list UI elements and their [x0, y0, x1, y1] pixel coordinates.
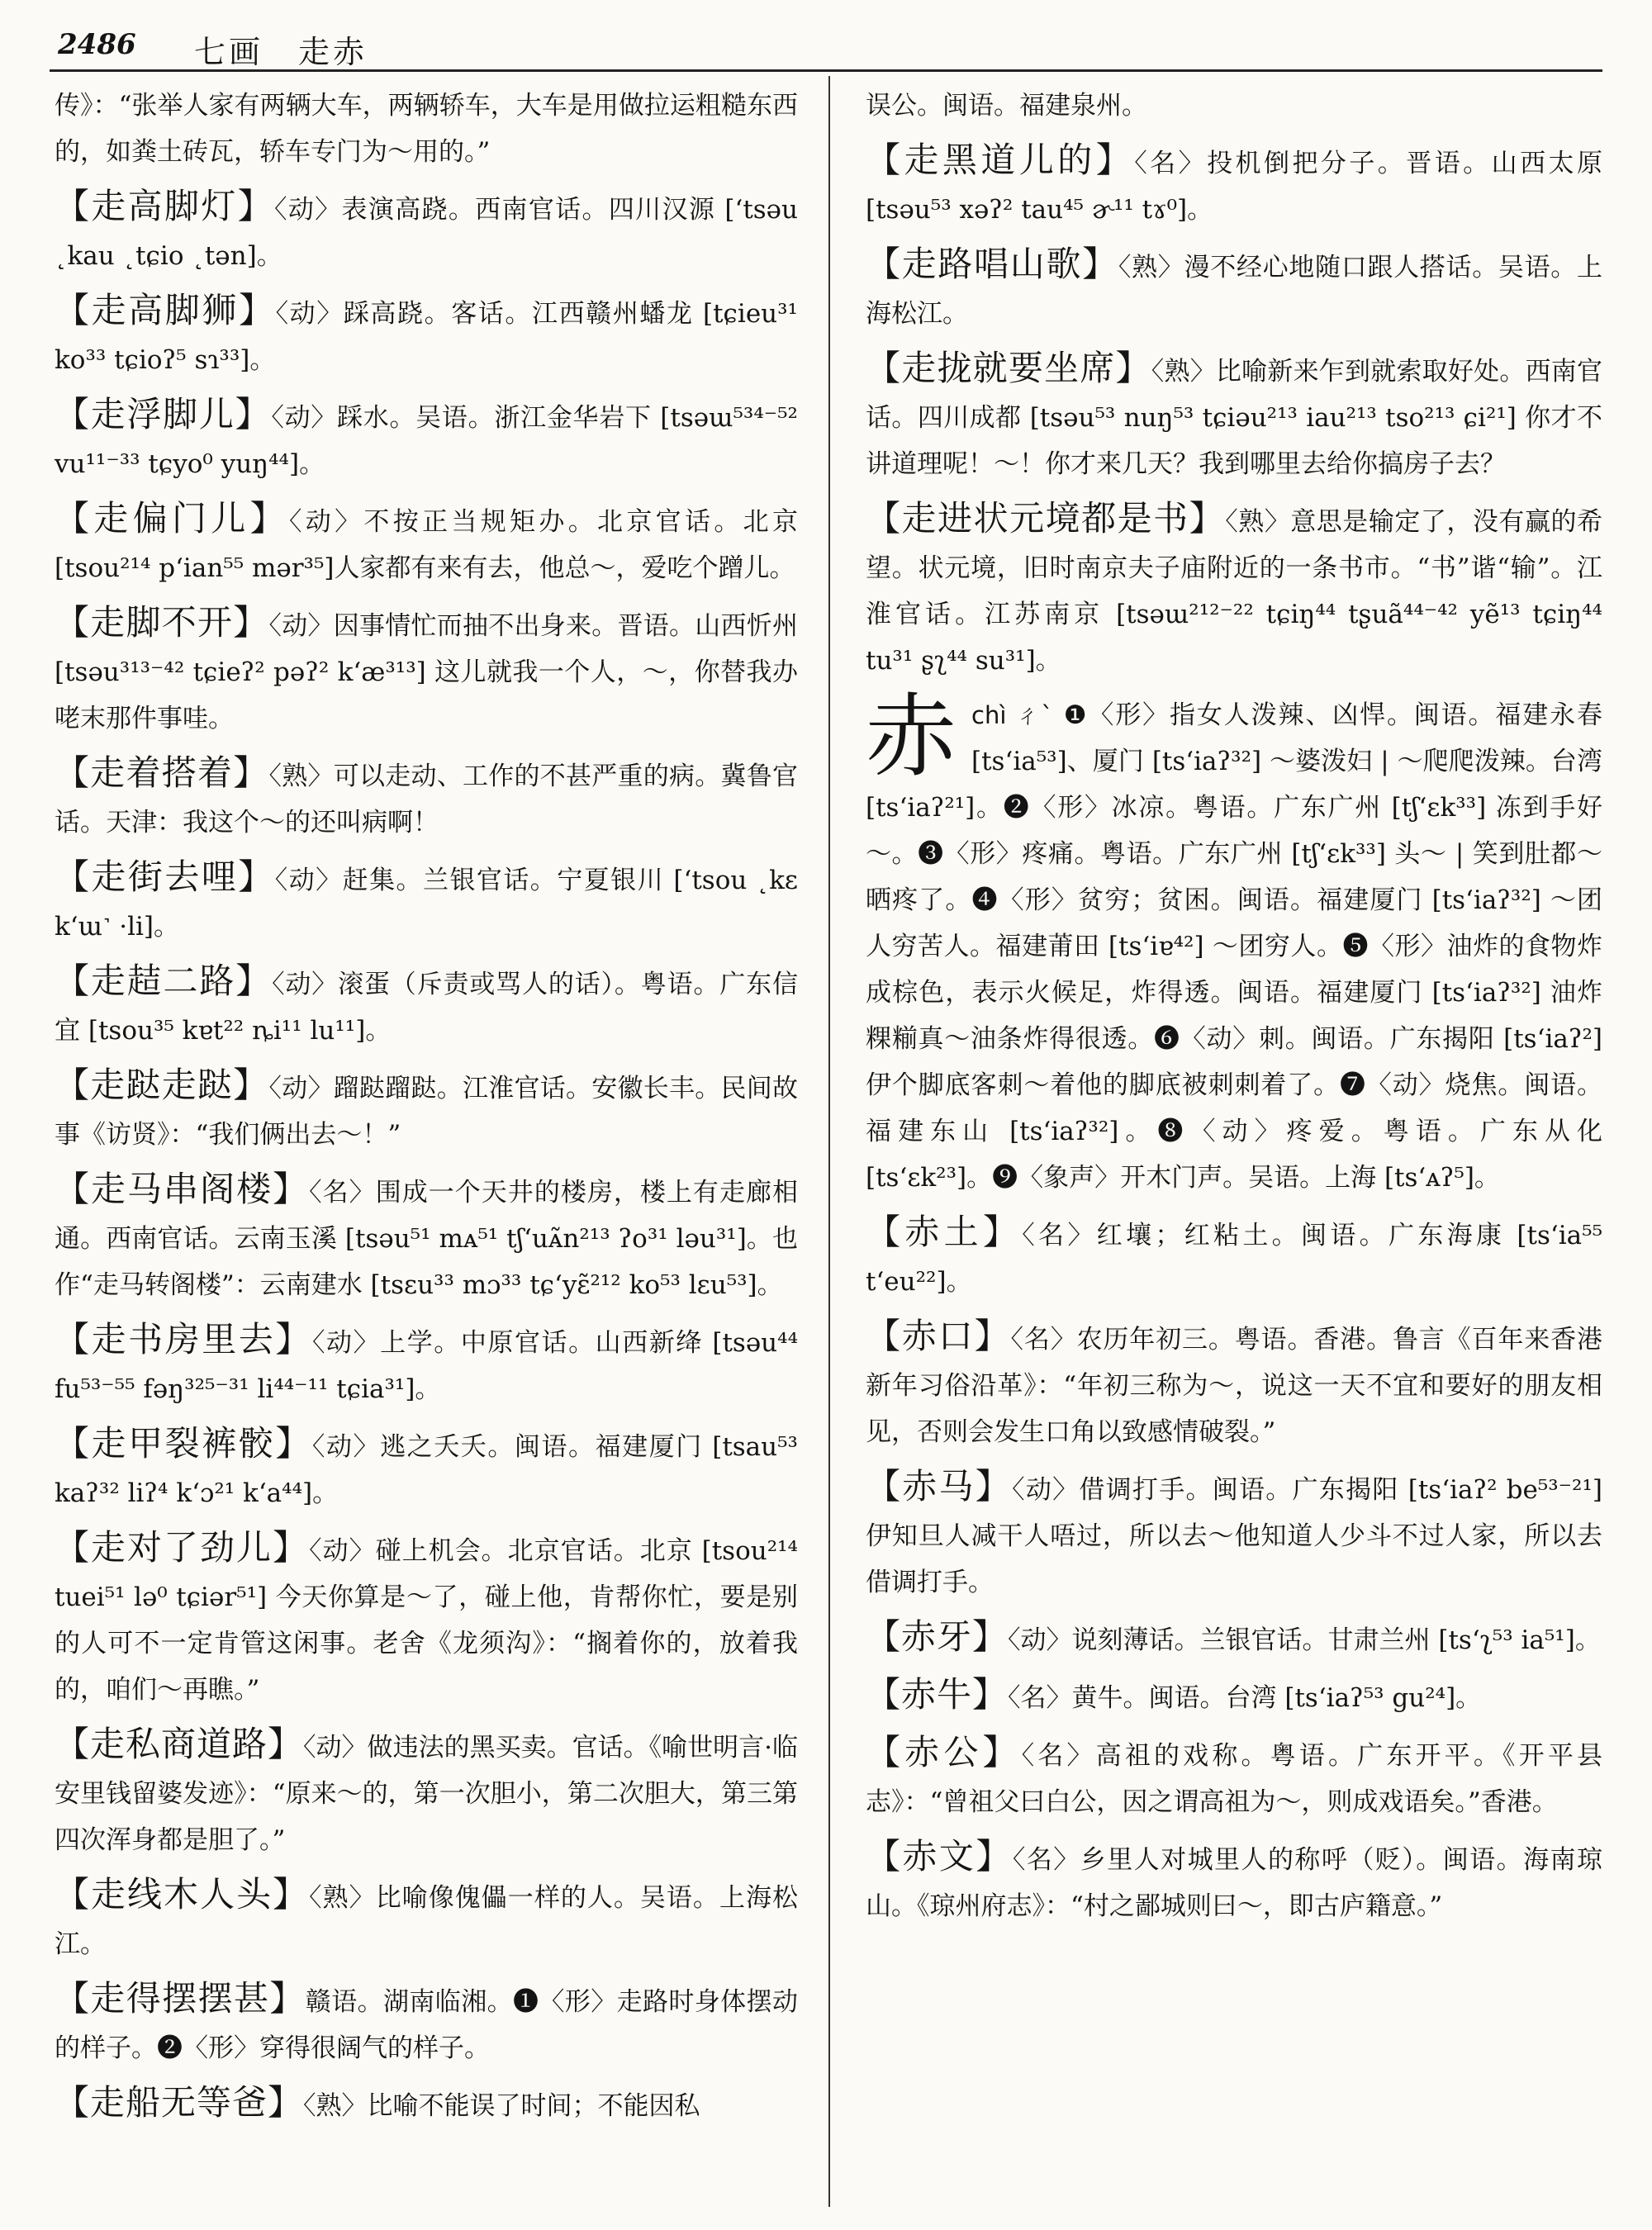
entry-text: 误公。闽语。福建泉州。 — [866, 91, 1147, 121]
dictionary-entry — [55, 1317, 798, 1412]
right-column — [866, 83, 1602, 2222]
dictionary-entry — [55, 391, 798, 487]
entry-continuation — [866, 83, 1602, 129]
headword: 【走着搭着】 — [55, 752, 269, 793]
headword: 【赤口】 — [866, 1316, 1011, 1356]
header-rule — [50, 69, 1602, 72]
entry-text: 〈动〉说刻薄话。兰银官话。甘肃兰州 [tsʻʅ⁵³ ia⁵¹]。 — [1008, 1625, 1601, 1655]
headword: 【走街去哩】 — [55, 856, 275, 897]
dictionary-entry — [866, 1672, 1602, 1721]
section-title: 七画 走赤 — [194, 34, 368, 70]
headword: 【走私商道路】 — [55, 1724, 304, 1764]
headword: 【赤文】 — [866, 1836, 1013, 1877]
dictionary-entry — [866, 1614, 1602, 1663]
entry-text: 〈动〉滚蛋（斥责或骂人的话）。粤语。广东信宜 [tsou³⁵ kɐt²² ȵi¹¹ lu¹¹]。 — [55, 970, 798, 1046]
dictionary-entry — [866, 345, 1602, 487]
entry-text: 〈名〉黄牛。闽语。台湾 [tsʻiaʔ⁵³ gu²⁴]。 — [1008, 1683, 1482, 1713]
entry-text: 〈名〉农历年初三。粤语。香港。鲁言《百年来香港新年习俗沿革》：“年初三称为～，说这一天不宜和要好的朋友相见，否则会发生口角以致感情破裂。” — [866, 1325, 1602, 1447]
entry-text: 〈名〉乡里人对城里人的称呼（贬）。闽语。海南琼山。《琼州府志》：“村之鄙城则曰～，即古庐籍意。” — [866, 1845, 1602, 1921]
headword: 【走对了劲儿】 — [55, 1527, 310, 1568]
dictionary-entry — [866, 1209, 1602, 1305]
dictionary-entry — [55, 183, 798, 279]
entry-text: 〈名〉投机倒把分子。晋语。山西太原 [tsəu⁵³ xəʔ² tau⁴⁵ ɚ¹¹ tɤ⁰]。 — [866, 149, 1602, 225]
pinyin: chì ㄔˋ — [971, 701, 1064, 729]
dictionary-entry — [866, 1729, 1602, 1825]
headword: 【走高脚灯】 — [55, 186, 275, 226]
entry-text: ❶〈形〉指女人泼辣、凶悍。闽语。福建永春 [tsʻia⁵³]、厦门 [tsʻiaʔ³²] ～婆泼妇 | ～爬爬泼辣。台湾 [tsʻiaʔ²¹]。❷〈形〉冰凉。粤语。广东广州 [tʃʻɛk³³] 冻到手好～。❸〈形〉疼痛。粤语。广东广州 [tʃʻɛk³³] 头～ | 笑到肚都～晒疼了。❹〈形〉贫穷；贫困。闽语。福建厦门 [tsʻiaʔ³²] ～团人穷苦人。福建莆田 [tsʻiɐ⁴²] ～团穷人。❺〈形〉油炸的食物炸成棕色，表示火候足，炸得透。闽语。福建厦门 [tsʻiaʔ³²] 油炸粿糋真～油条炸得很透。❻〈动〉刺。闽语。广东揭阳 [tsʻiaʔ²] 伊个脚底客刺～着他的脚底被刺刺着了。❼〈动〉烧焦。闽语。福建东山 [tsʻiaʔ³²]。❽〈动〉疼爱。粤语。广东从化 [tsʻɛk²³]。❾〈象声〉开木门声。吴语。上海 [tsʻᴀʔ⁵]。 — [866, 700, 1602, 1193]
entry-text: 〈动〉踩水。吴语。浙江金华岩下 [tsəɯ⁵³⁴⁻⁵² vu¹¹⁻³³ tɕyo⁰ yuŋ⁴⁴]。 — [55, 403, 798, 479]
headword: 【走脚不开】 — [55, 602, 269, 643]
dictionary-entry — [55, 1421, 798, 1516]
entry-text: 〈动〉蹓跶蹓跶。江淮官话。安徽长丰。民间故事《访贤》：“我们俩出去～！” — [55, 1074, 798, 1150]
headword: 【走偏门儿】 — [55, 498, 289, 539]
dictionary-entry — [866, 1834, 1602, 1929]
entry-text: 〈动〉因事情忙而抽不出身来。晋语。山西忻州 [tsəu³¹³⁻⁴² tɕieʔ² pəʔ² kʻæ³¹³] 这儿就我一个人，～，你替我办咾末那件事哇。 — [55, 611, 798, 733]
dictionary-entry — [55, 1721, 798, 1863]
headword: 【走马串阁楼】 — [55, 1169, 310, 1209]
entry-text: 〈动〉逃之夭夭。闽语。福建厦门 [tsau⁵³ kaʔ³² liʔ⁴ kʻɔ²¹ kʻa⁴⁴]。 — [55, 1432, 798, 1508]
page-header — [58, 23, 1594, 69]
dictionary-entry — [866, 1313, 1602, 1455]
entry-text: 〈名〉高祖的戏称。粤语。广东开平。《开平县志》：“曾祖父曰白公，因之谓高祖为～，则成戏语矣。”香港。 — [866, 1741, 1602, 1817]
headword: 【赤土】 — [866, 1212, 1023, 1252]
headword: 【赤牛】 — [866, 1674, 1009, 1715]
character-entry — [866, 684, 1602, 1201]
dictionary-entry — [866, 496, 1602, 684]
entry-text: 〈动〉表演高跷。西南官话。四川汉源 [ʻtsəu ˛kau ˛tɕio ˛tən]。 — [55, 195, 798, 271]
entry-text: 赣语。湖南临湘。❶〈形〉走路时身体摆动的样子。❷〈形〉穿得很阔气的样子。 — [55, 1987, 798, 2063]
entry-text: 〈熟〉可以走动、工作的不甚严重的病。冀鲁官话。天津：我这个～的还叫病啊！ — [55, 762, 798, 837]
headword: 【走线木人头】 — [55, 1874, 310, 1914]
entry-text: 〈动〉上学。中原官话。山西新绛 [tsəu⁴⁴ fu⁵³⁻⁵⁵ fəŋ³²⁵⁻³¹ li⁴⁴⁻¹¹ tɕia³¹]。 — [55, 1328, 798, 1404]
headword: 【走跶走跶】 — [55, 1065, 269, 1105]
entry-text: 〈名〉围成一个天井的楼房，楼上有走廊相通。西南官话。云南玉溪 [tsəu⁵¹ mᴀ⁵¹ tʃʻuᴀ̃n²¹³ ʔo³¹ ləu³¹]。也作“走马转阁楼”：云南建水 [tsɛu³³ mɔ³³ tɕʻyɛ̃²¹² ko⁵³ lɛu⁵³]。 — [55, 1178, 798, 1300]
dictionary-entry — [55, 287, 798, 383]
dictionary-entry — [866, 1464, 1602, 1606]
headword: 【走甲裂裤骹】 — [55, 1423, 312, 1464]
headword: 【赤牙】 — [866, 1616, 1009, 1657]
dictionary-entry — [55, 750, 798, 846]
entry-text: 〈动〉赶集。兰银官话。宁夏银川 [ʻtsou ˛kɛ kʻɯ˺ ·li]。 — [55, 866, 798, 942]
entry-text: 〈动〉碰上机会。北京官话。北京 [tsou²¹⁴ tuei⁵¹ lə⁰ tɕiər⁵¹] 今天你算是～了，碰上他，肯帮你忙，要是别的人可不一定肯管这闲事。老舍《龙须沟》：“搁着你的，放着我的，咱们～再瞧。” — [55, 1536, 798, 1705]
entry-text: 〈动〉借调打手。闽语。广东揭阳 [tsʻiaʔ² be⁵³⁻²¹] 伊知旦人减干人唔过，所以去～他知道人少斗不过人家，所以去借调打手。 — [866, 1475, 1602, 1597]
dictionary-entry — [866, 241, 1602, 337]
headword: 【走船无等爸】 — [55, 2082, 304, 2123]
headword: 【走浮脚儿】 — [55, 394, 272, 434]
entry-continuation — [55, 83, 798, 175]
entry-text: 〈熟〉意思是输定了，没有赢的希望。状元境，旧时南京夫子庙附近的一条书市。“书”谐“输”。江淮官话。江苏南京 [tsəɯ²¹²⁻²² tɕiŋ⁴⁴ tʂuã⁴⁴⁻⁴² yẽ¹³ tɕiŋ⁴⁴ tu³¹ ʂʅ⁴⁴ su³¹]。 — [866, 507, 1602, 676]
dictionary-entry — [55, 496, 798, 591]
dictionary-entry — [55, 1062, 798, 1158]
entry-text: 〈熟〉比喻不能误了时间；不能因私 — [303, 2091, 700, 2121]
column-divider — [828, 76, 830, 2207]
headword: 【走黑道儿的】 — [866, 140, 1135, 180]
head-character: 赤 — [866, 684, 957, 790]
entry-text: 〈名〉红壤；红粘土。闽语。广东海康 [tsʻia⁵⁵ tʻeu²²]。 — [866, 1221, 1602, 1297]
entry-text: 〈动〉踩高跷。客话。江西赣州蟠龙 [tɕieu³¹ ko³³ tɕioʔ⁵ sɿ³³]。 — [55, 299, 798, 375]
dictionary-entry — [55, 1166, 798, 1308]
headword: 【走进状元境都是书】 — [866, 498, 1226, 539]
entry-text: 〈熟〉比喻新来乍到就索取好处。西南官话。四川成都 [tsəu⁵³ nuŋ⁵³ tɕiəu²¹³ iau²¹³ tso²¹³ ɕi²¹] 你才不讲道理呢！～！你才来几天？我到哪里去给你搞房子去？ — [866, 357, 1602, 479]
left-column — [55, 83, 798, 2222]
dictionary-entry — [55, 1976, 798, 2071]
entry-text: 〈动〉做违法的黑买卖。官话。《喻世明言·临安里钱留婆发迹》：“原来～的，第一次胆小，第二次胆大，第三第四次浑身都是胆了。” — [55, 1733, 798, 1855]
headword: 【赤马】 — [866, 1466, 1013, 1506]
dictionary-entry — [55, 600, 798, 742]
headword: 【走拢就要坐席】 — [866, 348, 1151, 388]
entry-text: 〈熟〉比喻像傀儡一样的人。吴语。上海松江。 — [55, 1883, 798, 1959]
page-number: 2486 — [58, 28, 136, 61]
dictionary-entry — [866, 137, 1602, 233]
headword: 【走趌二路】 — [55, 961, 273, 1001]
entry-text: 〈动〉不按正当规矩办。北京官话。北京 [tsou²¹⁴ pʻian⁵⁵ mər³⁵]人家都有来有去，他总～，爱吃个蹭儿。 — [55, 507, 798, 583]
dictionary-entry — [55, 1872, 798, 1967]
entry-text: 〈熟〉漫不经心地随口跟人搭话。吴语。上海松江。 — [866, 253, 1602, 329]
dictionary-entry — [55, 854, 798, 950]
headword: 【走路唱山歌】 — [866, 244, 1118, 284]
headword: 【赤公】 — [866, 1732, 1022, 1772]
headword: 【走书房里去】 — [55, 1319, 312, 1359]
dictionary-entry — [55, 1525, 798, 1713]
entry-text: 传》：“张举人家有两辆大车，两辆轿车，大车是用做拉运粗糙东西的，如粪土砖瓦，轿车专门为～用的。” — [55, 91, 798, 167]
headword: 【走高脚狮】 — [55, 290, 276, 330]
dictionary-entry — [55, 2080, 798, 2129]
dictionary-entry — [55, 958, 798, 1054]
headword: 【走得摆摆甚】 — [55, 1978, 306, 2019]
